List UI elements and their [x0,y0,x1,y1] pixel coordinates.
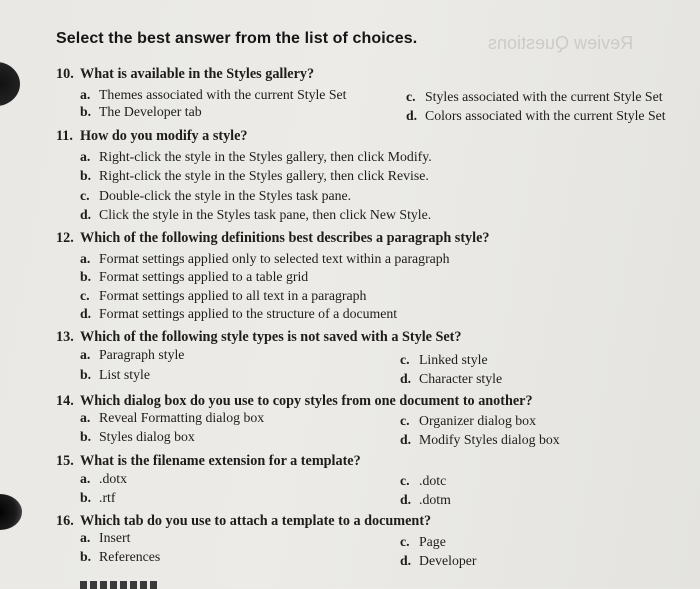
option-letter: a. [80,87,91,102]
option-letter: b. [80,104,92,119]
option-letter: d. [80,207,92,222]
question-number: 12. [56,230,74,246]
option-10b [80,104,202,120]
option-text: Linked style [419,352,488,367]
option-letter: c. [400,413,410,428]
option-11a [80,149,432,165]
option-15b [80,490,115,506]
option-text: .dotx [99,471,127,486]
option-16c [400,534,446,550]
option-text: Page [419,534,446,549]
option-15c [400,473,446,489]
option-15d [400,492,451,508]
option-13b [80,367,150,383]
option-text: Styles associated with the current Style Set [425,89,663,104]
option-letter: b. [80,168,92,183]
option-text: Organizer dialog box [419,413,536,428]
option-13d [400,371,502,387]
option-text: Double-click the style in the Styles task pane. [99,188,352,203]
option-text: Paragraph style [99,347,185,362]
option-16b [80,549,160,565]
question-text: What is available in the Styles gallery? [80,66,315,82]
option-letter: b. [80,549,92,564]
question-text: Which dialog box do you use to copy styles from one document to another? [80,393,533,409]
question-11 [56,128,248,145]
option-10d [406,108,666,124]
option-text: List style [99,367,150,382]
option-text: Colors associated with the current Style Set [425,108,666,123]
option-letter: c. [406,89,416,104]
option-letter: c. [400,534,410,549]
option-text: Right-click the style in the Styles gallery, then click Revise. [99,168,429,183]
option-letter: a. [80,471,91,486]
question-14 [56,393,533,410]
option-12a [80,251,450,267]
question-text: Which tab do you use to attach a template to a document? [80,513,432,529]
option-letter: d. [400,432,412,447]
option-text: Developer [419,553,477,568]
option-text: Styles dialog box [99,429,195,444]
option-letter: a. [80,530,91,545]
option-14d [400,432,560,448]
option-letter: c. [80,188,90,203]
question-12 [56,230,489,247]
option-text: Reveal Formatting dialog box [99,410,265,425]
instructions-heading: Select the best answer from the list of choices. [56,30,418,47]
option-text: Click the style in the Styles task pane, then click New Style. [99,207,432,222]
option-11c [80,188,351,204]
option-13a [80,347,184,363]
option-10c [406,89,663,105]
binder-hole-bottom [0,494,22,530]
option-letter: a. [80,347,91,362]
question-text: Which of the following definitions best describes a paragraph style? [80,230,490,246]
option-12d [80,306,397,322]
option-text: References [99,549,161,564]
option-text: Right-click the style in the Styles gallery, then click Modify. [99,149,432,164]
option-letter: c. [80,288,90,303]
option-text: The Developer tab [99,104,202,119]
option-11d [80,207,431,223]
option-letter: b. [80,269,92,284]
option-letter: d. [400,371,412,386]
question-number: 13. [56,329,74,345]
option-text: Format settings applied to the structure of a document [99,306,398,321]
question-number: 14. [56,393,74,409]
option-12b [80,269,308,285]
option-letter: d. [406,108,418,123]
question-10 [56,66,314,83]
option-text: Format settings applied to a table grid [99,269,309,284]
option-text: Character style [419,371,503,386]
option-13c [400,352,488,368]
question-15 [56,453,361,470]
option-10a [80,87,347,103]
question-text: What is the filename extension for a template? [80,453,361,469]
option-letter: c. [400,352,410,367]
option-14b [80,429,195,445]
question-13 [56,329,462,346]
option-12c [80,288,366,304]
option-text: Format settings applied only to selected text within a paragraph [99,251,450,266]
bleed-through-text: Review Questions [488,33,634,53]
option-text: .dotm [419,492,451,507]
option-14c [400,413,536,429]
option-letter: a. [80,410,91,425]
option-letter: b. [80,429,92,444]
option-letter: a. [80,251,91,266]
question-number: 15. [56,453,74,469]
option-letter: b. [80,490,92,505]
question-number: 11. [56,128,73,144]
option-text: .dotc [419,473,447,488]
option-letter: d. [400,492,412,507]
option-text: Insert [99,530,131,545]
question-text: Which of the following style types is not saved with a Style Set? [80,329,462,345]
option-letter: b. [80,367,92,382]
option-letter: d. [400,553,412,568]
option-14a [80,410,264,426]
question-number: 16. [56,513,74,529]
option-15a [80,471,127,487]
option-text: Themes associated with the current Style Set [99,87,347,102]
option-letter: a. [80,149,91,164]
option-16d [400,553,476,569]
question-number: 10. [56,66,74,82]
option-16a [80,530,130,546]
question-16 [56,513,431,530]
binder-hole-top [0,62,20,106]
question-text: How do you modify a style? [80,128,248,144]
option-letter: d. [80,306,92,321]
option-11b [80,168,429,184]
option-text: Modify Styles dialog box [419,432,560,447]
option-letter: c. [400,473,410,488]
option-text: .rtf [99,490,116,505]
option-text: Format settings applied to all text in a paragraph [99,288,367,303]
